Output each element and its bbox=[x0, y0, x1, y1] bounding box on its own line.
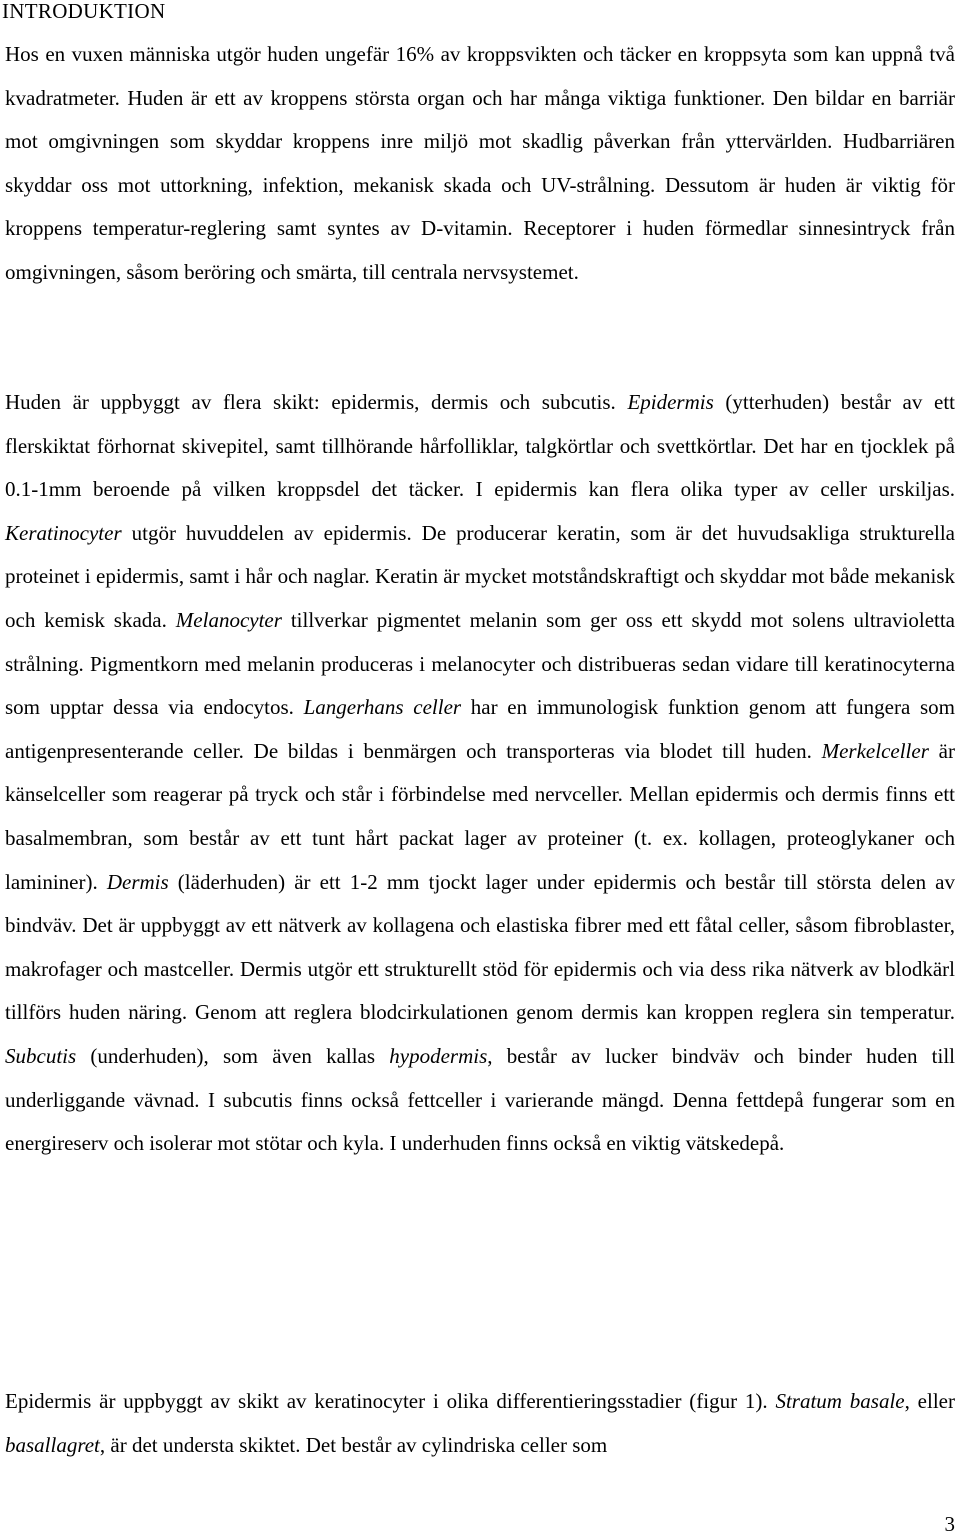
page-number: 3 bbox=[944, 1512, 955, 1536]
text-segment: (ytterhuden) består av ett flerskiktat förhornat skivepitel, samt tillhörande hårfolliklar, talgkörtlar och svettkörtlar. Det har en tjocklek på 0.1-1mm beroende på vilken kroppsdel det täcker. I epidermis kan flera olika typer av celler urskiljas. bbox=[5, 390, 955, 502]
text-segment: utgör huvuddelen av epidermis. De producerar keratin, som är det huvudsakliga strukturella proteinet i epidermis, samt i hår och naglar. Keratin är mycket motståndskraftigt och skyddar mot både mekanisk och kemisk skada. bbox=[5, 520, 955, 632]
term-subcutis: Subcutis bbox=[5, 1043, 77, 1068]
text-segment: har en immunologisk funktion genom att fungera som antigenpresenterande celler. De bildas i benmärgen och transporteras via blodet till huden. bbox=[5, 695, 955, 763]
text-segment: tillverkar pigmentet melanin som ger oss ett skydd mot solens ultravioletta strålning. Pigmentkorn med melanin produceras i melanocyter och distribueras sedan vidare till keratinocyterna som upptar dessa via endocytos. bbox=[5, 607, 956, 720]
paragraph-skin-layers bbox=[5, 381, 955, 1166]
term-epidermis: Epidermis bbox=[627, 390, 714, 414]
section-heading: INTRODUKTION bbox=[2, 0, 166, 23]
term-basallagret: basallagret bbox=[5, 1432, 100, 1457]
term-melanocyter: Melanocyter bbox=[175, 607, 282, 632]
text-segment: , är det understa skiktet. Det består av cylindriska celler som bbox=[99, 1432, 608, 1457]
term-keratinocyter: Keratinocyter bbox=[5, 520, 122, 545]
text-segment: Hos en vuxen människa utgör huden ungefär 16% av kroppsvikten och täcker en kroppsyta som kan uppnå två kvadratmeter. Huden är ett av kroppens största organ och har många viktiga funktioner. Den bildar en barriär mot omgivningen som skyddar kroppens inre miljö mot skadlig påverkan från yttervärlden. Hudbarriären skyddar oss mot uttorkning, infektion, mekanisk skada och UV-strålning. Dessutom är huden är viktig för kroppens temperatur-reglering samt syntes av D-vitamin. Receptorer i huden förmedlar sinnesintryck från omgivningen, såsom beröring och smärta, till centrala nervsystemet. bbox=[5, 42, 955, 284]
paragraph-intro bbox=[5, 33, 955, 295]
text-segment: Huden är uppbyggt av flera skikt: epidermis, dermis och subcutis. bbox=[5, 390, 628, 414]
text-segment: (underhuden), som även kallas bbox=[76, 1043, 390, 1068]
term-merkelceller: Merkelceller bbox=[821, 738, 929, 763]
text-segment: Epidermis är uppbyggt av skikt av keratinocyter i olika differentieringsstadier (figur 1). bbox=[5, 1389, 776, 1413]
text-segment: , består av lucker bindväv och binder huden till underliggande vävnad. I subcutis finns också fettceller i varierande mängd. Denna fettdepå fungerar som en energireserv och isolerar mot stötar och kyla. I underhuden finns också en viktig vätskedepå. bbox=[5, 1043, 955, 1156]
term-hypodermis: hypodermis bbox=[389, 1043, 488, 1068]
text-segment: (läderhuden) är ett 1-2 mm tjockt lager under epidermis och består till största delen av bindväv. Det är uppbyggt av ett nätverk av kollagena och elastiska fibrer med ett fåtal celler, såsom fibroblaster, makrofager och mastceller. Dermis utgör ett strukturellt stöd för epidermis och via dess rika nätverk av blodkärl tillförs huden näring. Genom att reglera blodcirkulationen genom dermis kan kroppen reglera sin temperatur. bbox=[5, 869, 956, 1025]
text-segment: är känselceller som reagerar på tryck och står i förbindelse med nervceller. Mellan epidermis och dermis finns ett basalmembran, som består av ett tunt hårt packat lager av proteiner (t. ex. kollagen, proteoglykaner och lamininer). bbox=[5, 738, 955, 894]
term-stratum-basale: Stratum basale bbox=[775, 1389, 905, 1413]
term-dermis: Dermis bbox=[106, 869, 169, 894]
paragraph-epidermis-layers bbox=[5, 1380, 955, 1467]
term-langerhans-celler: Langerhans celler bbox=[303, 695, 462, 720]
text-segment: , eller bbox=[904, 1389, 955, 1413]
